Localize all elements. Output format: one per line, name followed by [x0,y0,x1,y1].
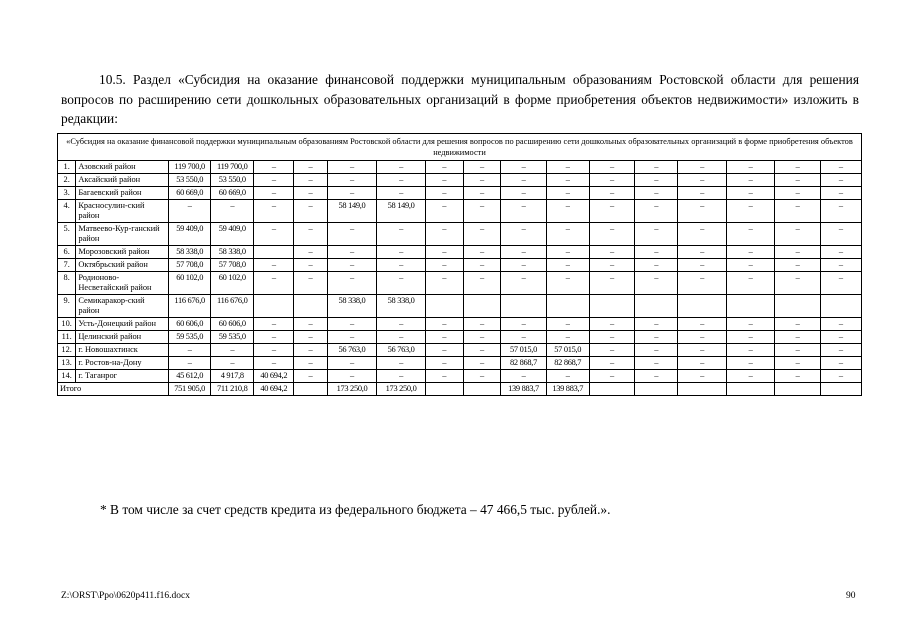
table-cell: – [589,318,634,331]
table-cell: – [425,318,463,331]
table-cell: – [463,331,501,344]
table-cell: – [726,344,775,357]
table-cell: – [327,161,377,174]
table-cell: – [678,200,727,223]
table-cell [254,295,294,318]
table-cell [775,295,820,318]
municipality-name: Матвеево-Кур-ганский район [76,223,169,246]
table-cell: 58 338,0 [211,246,254,259]
table-cell: – [726,187,775,200]
municipality-name: г. Ростов-на-Дону [76,357,169,370]
table-cell: – [726,318,775,331]
table-cell: – [501,370,546,383]
table-cell: – [546,161,589,174]
table-cell: 60 606,0 [211,318,254,331]
table-cell: – [254,318,294,331]
table-row [58,318,862,331]
table-cell: 59 409,0 [169,223,211,246]
table-cell: – [820,331,861,344]
table-cell: – [820,318,861,331]
total-cell: 751 905,0 [169,383,211,396]
table-cell: – [425,223,463,246]
table-cell: 53 550,0 [169,174,211,187]
table-cell: – [775,370,820,383]
table-cell: – [501,246,546,259]
municipality-name: Целинский район [76,331,169,344]
table-cell: – [254,331,294,344]
table-cell: – [678,344,727,357]
table-cell: – [501,174,546,187]
row-number: 6. [58,246,76,259]
table-cell: – [294,200,327,223]
total-cell [775,383,820,396]
table-cell: – [211,344,254,357]
table-cell: – [775,223,820,246]
table-row [58,370,862,383]
table-cell: – [820,370,861,383]
table-cell: – [820,187,861,200]
table-cell: – [294,318,327,331]
table-cell: – [775,318,820,331]
table-cell: – [678,259,727,272]
table-cell: – [589,223,634,246]
table-cell: – [726,246,775,259]
table-cell [501,295,546,318]
total-cell: 173 250,0 [377,383,426,396]
table-cell: – [425,200,463,223]
table-cell: – [294,246,327,259]
table-cell: 45 612,0 [169,370,211,383]
table-cell: 116 676,0 [169,295,211,318]
table-cell: – [546,200,589,223]
table-cell: – [546,223,589,246]
total-row [58,383,862,396]
table-cell [463,295,501,318]
section-heading-paragraph: 10.5. Раздел «Субсидия на оказание финансовой поддержки муниципальным образованиям Ростовской области для решения вопросов по расширению сети дошкольных образовательных организаций в форме приобретения объектов недвижимости» изложить в редакции: [61,72,859,127]
table-cell: – [294,370,327,383]
municipality-name: Усть-Донецкий район [76,318,169,331]
table-cell: – [463,187,501,200]
table-cell: 57 015,0 [546,344,589,357]
table-cell: – [254,259,294,272]
table-cell: – [820,223,861,246]
table-cell [820,295,861,318]
table-cell: – [254,187,294,200]
municipality-name: Семикаракор-ский район [76,295,169,318]
table-cell: – [254,200,294,223]
table-cell: – [463,318,501,331]
table-cell [678,295,727,318]
table-cell: – [589,200,634,223]
table-cell: – [820,259,861,272]
municipality-name: Морозовский район [76,246,169,259]
table-cell: – [820,344,861,357]
table-cell: – [327,272,377,295]
table-cell: 56 763,0 [377,344,426,357]
table-cell: – [589,161,634,174]
table-cell: – [678,187,727,200]
footnote: * В том числе за счет средств кредита из федерального бюджета – 47 466,5 тыс. рублей.». [100,502,611,517]
table-cell: – [726,223,775,246]
total-cell [589,383,634,396]
table-cell: – [327,357,377,370]
table-cell: – [501,318,546,331]
table-cell: – [546,246,589,259]
table-cell: – [294,331,327,344]
table-cell [254,246,294,259]
table-cell: – [589,331,634,344]
table-cell: 56 763,0 [327,344,377,357]
table-cell: – [726,200,775,223]
table-cell: 57 708,0 [211,259,254,272]
table-cell [635,295,678,318]
table-row [58,357,862,370]
row-number: 2. [58,174,76,187]
table-cell: – [377,174,426,187]
table-body [58,134,862,396]
table-cell: 82 868,7 [501,357,546,370]
table-cell: 60 102,0 [211,272,254,295]
table-cell: – [678,246,727,259]
table-cell: – [377,370,426,383]
table-cell [425,295,463,318]
total-cell: 139 883,7 [546,383,589,396]
table-cell: – [425,272,463,295]
table-cell: – [635,370,678,383]
table-cell: 59 535,0 [169,331,211,344]
footer-filepath: Z:\ORST\Ppo\0620p411.f16.docx [61,591,190,601]
table-cell: – [377,272,426,295]
table-cell: – [589,344,634,357]
table-cell: – [254,174,294,187]
total-cell: 711 210,8 [211,383,254,396]
row-number: 9. [58,295,76,318]
table-cell: 60 669,0 [169,187,211,200]
table-cell: – [589,370,634,383]
table-cell: – [546,331,589,344]
row-number: 7. [58,259,76,272]
table-cell: – [294,357,327,370]
table-cell: – [678,357,727,370]
table-cell: – [589,246,634,259]
row-number: 1. [58,161,76,174]
table-cell: – [589,259,634,272]
table-cell: – [678,161,727,174]
table-cell: – [775,272,820,295]
table-cell: – [169,344,211,357]
table-cell: – [463,246,501,259]
table-cell: – [589,187,634,200]
municipality-name: Азовский район [76,161,169,174]
table-cell: – [294,187,327,200]
table-row [58,187,862,200]
table-cell: – [635,259,678,272]
table-cell: – [377,318,426,331]
table-cell: – [775,331,820,344]
table-cell: – [635,246,678,259]
table-cell: – [425,357,463,370]
table-cell: – [820,357,861,370]
table-cell: – [501,272,546,295]
table-cell: – [820,200,861,223]
table-cell: – [635,357,678,370]
total-cell [425,383,463,396]
table-cell: – [635,331,678,344]
table-cell: – [327,331,377,344]
table-cell: – [775,187,820,200]
table-cell: – [589,174,634,187]
total-cell [678,383,727,396]
table-cell: – [377,161,426,174]
row-number: 12. [58,344,76,357]
row-number: 13. [58,357,76,370]
total-cell [726,383,775,396]
table-cell: – [726,272,775,295]
table-cell: – [635,344,678,357]
table-cell: – [775,200,820,223]
table-cell: – [635,223,678,246]
table-cell: – [425,161,463,174]
table-cell: – [589,357,634,370]
table-cell: – [425,259,463,272]
total-cell [635,383,678,396]
table-cell: – [726,174,775,187]
table-cell: – [678,174,727,187]
table-cell: 57 015,0 [501,344,546,357]
table-cell: – [775,357,820,370]
table-cell [294,295,327,318]
table-cell: – [254,357,294,370]
total-cell: 173 250,0 [327,383,377,396]
total-cell [820,383,861,396]
table-cell: 60 606,0 [169,318,211,331]
table-cell: – [678,223,727,246]
table-cell [546,295,589,318]
table-cell: – [820,272,861,295]
table-cell: 59 535,0 [211,331,254,344]
table-cell: – [463,344,501,357]
table-cell: 58 338,0 [377,295,426,318]
table-cell: – [294,174,327,187]
table-cell: 58 149,0 [327,200,377,223]
table-cell: – [635,318,678,331]
table-cell: 60 102,0 [169,272,211,295]
row-number: 14. [58,370,76,383]
table-cell: – [463,272,501,295]
table-cell: – [463,174,501,187]
table-cell: – [254,161,294,174]
subsidy-table [57,133,862,396]
table-cell: – [327,187,377,200]
table-cell: – [546,187,589,200]
table-cell: – [501,200,546,223]
table-cell: 119 700,0 [211,161,254,174]
table-cell: – [501,187,546,200]
table-cell: – [589,272,634,295]
table-row [58,272,862,295]
table-cell: – [546,318,589,331]
table-row [58,344,862,357]
table-row [58,259,862,272]
table-cell: 58 149,0 [377,200,426,223]
table-cell: – [377,331,426,344]
page-number: 90 [846,591,856,601]
row-number: 4. [58,200,76,223]
row-number: 11. [58,331,76,344]
municipality-name: Родионово-Несветайский район [76,272,169,295]
table-cell: – [546,370,589,383]
total-cell: 40 694,2 [254,383,294,396]
municipality-name: Октябрьский район [76,259,169,272]
table-cell: – [726,331,775,344]
table-cell: – [463,223,501,246]
table-cell: – [635,161,678,174]
table-cell: – [425,246,463,259]
table-cell: – [254,344,294,357]
table-cell: – [820,174,861,187]
total-label: Итого [58,383,169,396]
table-cell: – [546,259,589,272]
table-cell: – [726,259,775,272]
table-cell: – [501,331,546,344]
municipality-name: Красносулин-ский район [76,200,169,223]
table-cell [589,295,634,318]
table-cell: – [377,259,426,272]
total-cell: 139 883,7 [501,383,546,396]
table-cell: – [327,370,377,383]
table-cell: – [635,174,678,187]
table-cell: 119 700,0 [169,161,211,174]
table-cell: – [425,331,463,344]
table-cell: – [463,357,501,370]
table-cell: – [635,272,678,295]
table-cell: – [775,246,820,259]
table-cell [726,295,775,318]
table-cell: – [377,246,426,259]
table-cell: – [775,259,820,272]
table-cell: – [327,174,377,187]
table-caption-row [58,134,862,161]
table-row [58,295,862,318]
table-cell: – [635,200,678,223]
table-cell: – [211,357,254,370]
table-cell: – [327,259,377,272]
table-cell: – [254,223,294,246]
table-row [58,331,862,344]
table-cell: – [678,331,727,344]
table-cell: – [327,223,377,246]
table-cell: – [726,370,775,383]
row-number: 8. [58,272,76,295]
table-cell: – [425,344,463,357]
table-cell: – [546,272,589,295]
table-cell: – [377,223,426,246]
table-cell: – [327,246,377,259]
table-cell: 58 338,0 [327,295,377,318]
total-cell [463,383,501,396]
table-cell: – [425,187,463,200]
table-cell: – [501,161,546,174]
subsidy-table-container [57,133,862,396]
table-cell: 40 694,2 [254,370,294,383]
table-cell: 82 868,7 [546,357,589,370]
table-cell: – [678,272,727,295]
table-cell: – [635,187,678,200]
table-cell: – [327,318,377,331]
table-cell: – [820,246,861,259]
total-cell [294,383,327,396]
table-cell: 116 676,0 [211,295,254,318]
table-row [58,223,862,246]
table-cell: 4 917,8 [211,370,254,383]
table-cell: – [211,200,254,223]
table-cell: – [463,200,501,223]
table-cell: – [294,259,327,272]
table-cell: – [169,200,211,223]
table-cell: – [726,161,775,174]
table-cell: 58 338,0 [169,246,211,259]
table-cell: – [294,272,327,295]
table-cell: – [294,161,327,174]
table-row [58,174,862,187]
table-cell: – [425,174,463,187]
table-row [58,161,862,174]
table-cell: 60 669,0 [211,187,254,200]
table-cell: – [294,344,327,357]
table-cell: – [775,174,820,187]
municipality-name: г. Новошахтинск [76,344,169,357]
table-cell: – [501,259,546,272]
row-number: 5. [58,223,76,246]
table-cell: – [546,174,589,187]
table-cell: 53 550,0 [211,174,254,187]
table-cell: – [425,370,463,383]
table-cell: – [463,161,501,174]
table-cell: – [463,259,501,272]
table-cell: – [169,357,211,370]
table-cell: – [775,344,820,357]
table-cell: – [678,370,727,383]
municipality-name: Багаевский район [76,187,169,200]
row-number: 3. [58,187,76,200]
table-cell: – [377,357,426,370]
table-row [58,200,862,223]
municipality-name: г. Таганрог [76,370,169,383]
table-cell: 57 708,0 [169,259,211,272]
table-cell: – [726,357,775,370]
row-number: 10. [58,318,76,331]
table-caption: «Субсидия на оказание финансовой поддержки муниципальным образованиям Ростовской области для решения вопросов по расширению сети дошкольных образовательных организаций в форме приобретения объектов недвижимости [58,134,862,161]
table-cell: 59 409,0 [211,223,254,246]
table-cell: – [463,370,501,383]
table-cell: – [377,187,426,200]
table-cell: – [678,318,727,331]
table-cell: – [501,223,546,246]
table-row [58,246,862,259]
table-cell: – [820,161,861,174]
municipality-name: Аксайский район [76,174,169,187]
table-cell: – [775,161,820,174]
table-cell: – [294,223,327,246]
table-cell: – [254,272,294,295]
